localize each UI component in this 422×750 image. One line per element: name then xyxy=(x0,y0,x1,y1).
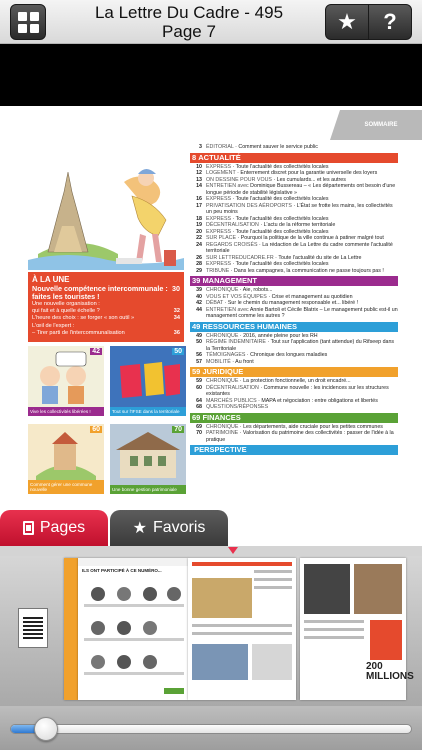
toc-row[interactable]: 59 CHRONIQUE · La protection fonctionnelle, un droit encadré... xyxy=(196,378,351,384)
toc-row[interactable]: 56 TÉMOIGNAGES · Chronique des longues maladies xyxy=(196,352,328,358)
toc-row[interactable]: 42 DÉBAT · Sur le chemin du management responsable et... libéré ! xyxy=(196,300,359,306)
toc-row[interactable]: 70 PATRIMOINE · Valorisation du patrimoine des collectivités : passer de l'idée à la pratique xyxy=(196,430,394,443)
une-line-1: Une nouvelle organisation : xyxy=(32,301,100,307)
page-thumbnail-spread-right[interactable] xyxy=(188,558,296,700)
toc-row[interactable]: 17 PRIVATISATION DES AÉROPORTS · L'État se frotte les mains, les collectivités un peu moins xyxy=(196,202,393,215)
a-la-une-subtitle: Nouvelle compétence intercommunale : faites les touristes ! xyxy=(32,284,168,301)
thumb-page-number: 42 xyxy=(92,348,100,355)
toc-row[interactable]: 40 VOUS ET VOS ÉQUIPES · Crise et management au quotidien xyxy=(196,293,353,300)
thumb-rh[interactable] xyxy=(110,346,186,416)
thumb-juridique[interactable] xyxy=(28,424,104,494)
page-thumbnail-spread-right-image xyxy=(188,558,296,700)
thumb-finances-illustration xyxy=(110,424,186,494)
current-page-marker xyxy=(228,547,238,554)
grid-icon xyxy=(18,12,39,33)
page-slider-knob[interactable] xyxy=(34,717,58,741)
une-line-3: L'heure des choix : se forger « son outil » xyxy=(32,315,135,322)
toc-row[interactable]: 29 TRIBUNE · Dans les campagnes, la communication ne passe toujours pas ! xyxy=(196,267,384,274)
thumb-management[interactable] xyxy=(28,346,104,416)
thumb-caption: Vive les collectivités libérées ! xyxy=(28,407,104,416)
toc-row[interactable]: 49 CHRONIQUE · 2016, année pleine pour les RH xyxy=(196,332,318,339)
section-juridique[interactable]: 59 JURIDIQUE xyxy=(190,367,398,377)
une-line-4: L'œil de l'expert : xyxy=(32,322,75,329)
help-label: ? xyxy=(383,9,397,34)
page-margin xyxy=(0,44,422,106)
page-thumbnail-prev[interactable] xyxy=(64,558,78,700)
thumbnail-caption: ILS ONT PARTICIPÉ À CE NUMÉRO... xyxy=(82,568,162,573)
toc-row[interactable]: 39 CHRONIQUE · Aie, robots... xyxy=(196,287,273,293)
section-actualite[interactable]: 8 ACTUALITÉ xyxy=(190,153,398,163)
toc-row[interactable]: 57 MOBILITÉ · Au front xyxy=(196,358,254,365)
thumb-caption: Une bonne gestion patrimoniale xyxy=(110,485,186,494)
toc-row[interactable]: 24 REGARDS CROISÉS · La rédaction de La Lettre du cadre commente l'actualité territoriale xyxy=(196,241,393,254)
toc-row[interactable]: 68 QUESTIONS/RÉPONSES xyxy=(196,404,269,410)
tray-divider xyxy=(0,546,422,556)
une-line-2: qui fait et à quelle échelle ? xyxy=(32,308,100,315)
thumb-caption: Tout sur l'IFSE dans la territoriale xyxy=(110,407,186,416)
toc-row[interactable]: 28 EXPRESS · Toute l'actualité des collectivités locales xyxy=(196,261,329,267)
toc-row[interactable]: 22 SUR PLACE · Pourquoi la politique de la ville continue à patiner malgré tout xyxy=(196,235,384,241)
toc-row[interactable]: 16 EXPRESS · Toute l'actualité des collectivités locales xyxy=(196,196,329,202)
panel-tabs xyxy=(0,510,422,546)
toc-row[interactable]: 3 ÉDITORIAL · Comment sauver le service public xyxy=(199,144,318,150)
a-la-une-subtitle-page: 30 xyxy=(172,284,180,293)
a-la-une-heading: À LA UNE xyxy=(32,275,70,284)
thumb-page-number: 70 xyxy=(174,426,182,433)
page-slider-track[interactable] xyxy=(10,724,412,734)
page-thumbnail-spread-left-image xyxy=(78,558,188,700)
toc-row[interactable]: 18 EXPRESS · Toute l'actualité des collectivités locales xyxy=(196,215,329,222)
section-perspective[interactable]: PERSPECTIVE xyxy=(190,445,398,455)
thumb-caption: Comment gérer une commune nouvelle xyxy=(28,480,104,494)
star-icon: ★ xyxy=(132,520,147,537)
toc-row[interactable]: 50 RÉGIME INDEMNITAIRE · Tout sur l'application (tant attendue) du Rifseep dans la Territoriale xyxy=(196,339,395,352)
page-thumbnail-next[interactable] xyxy=(300,558,414,700)
toc-row[interactable]: 14 ENTRETIEN avec Dominique Bussereau – « Les départements ont besoin d'une longue période de stabilité législative » xyxy=(196,183,396,196)
help-button[interactable] xyxy=(368,4,412,40)
toc-row[interactable]: 19 DÉCENTRALISATION · L'actu de la réforme territoriale xyxy=(196,222,336,228)
page-list-button[interactable] xyxy=(18,608,48,648)
tab-pages[interactable] xyxy=(0,510,108,546)
star-icon: ★ xyxy=(337,9,357,34)
magazine-page[interactable] xyxy=(0,106,422,546)
sommaire-label: SOMMAIRE xyxy=(364,122,398,128)
title-magazine: La Lettre Du Cadre - 495 xyxy=(94,3,284,22)
section-ressources-humaines[interactable]: 49 RESSOURCES HUMAINES xyxy=(190,322,398,332)
page-thumbnail-spread-left[interactable] xyxy=(78,558,188,700)
thumb-management-illustration xyxy=(28,346,104,416)
thumb-page-number: 50 xyxy=(174,348,182,355)
menu-button[interactable] xyxy=(10,4,46,40)
toc-row[interactable]: 13 ON DESSINE POUR VOUS · Les cumulards... et les autres xyxy=(196,176,346,183)
top-bar xyxy=(0,0,422,44)
toc-row[interactable]: 64 MARCHÉS PUBLICS · MAPA et négociation : entre obligations et libertés xyxy=(196,397,378,404)
section-management[interactable]: 39 MANAGEMENT xyxy=(190,276,398,286)
tab-favoris-label: Favoris xyxy=(152,519,206,536)
page-icon xyxy=(23,521,34,535)
tab-favoris[interactable] xyxy=(110,510,228,546)
une-line-5: – Tirer parti de l'intercommunalisation xyxy=(32,329,125,336)
section-finances[interactable]: 69 FINANCES xyxy=(190,413,398,423)
page-title xyxy=(60,3,318,41)
thumb-page-number: 60 xyxy=(92,426,100,433)
toc-row[interactable]: 10 EXPRESS · Toute l'actualité des collectivités locales xyxy=(196,163,329,170)
sommaire-tab xyxy=(340,110,422,140)
toc-row[interactable]: 60 DÉCENTRALISATION · Commune nouvelle : les incidences sur les structures existantes xyxy=(196,384,389,397)
cover-illustration xyxy=(28,162,184,270)
table-of-contents xyxy=(190,144,398,456)
toc-row[interactable]: 69 CHRONIQUE · Les départements, aide cruciale pour les petites communes xyxy=(196,423,383,430)
page-slider-area xyxy=(0,706,422,750)
toc-row[interactable]: 26 SUR LETTREDUCADRE.FR · Toute l'actualité du site de La Lettre xyxy=(196,254,362,261)
favorite-button[interactable] xyxy=(325,4,369,40)
thumbnail-big-number: 200 MILLIONS xyxy=(366,661,414,682)
title-page-number: Page 7 xyxy=(162,22,216,41)
toc-row[interactable]: 20 EXPRESS · Toute l'actualité des collectivités locales xyxy=(196,228,329,235)
thumb-rh-illustration xyxy=(110,346,186,416)
thumb-finances[interactable] xyxy=(110,424,186,494)
toc-row[interactable]: 44 ENTRETIEN avec Annie Bartoli et Cécile Blatrix – Le management public est-il un management comme les autres ? xyxy=(196,306,398,319)
toc-row[interactable]: 12 LOGEMENT · Enterrement discret pour la garantie universelle des loyers xyxy=(196,170,378,176)
a-la-une-box[interactable]: À LA UNE Nouvelle compétence intercommunale : faites les touristes ! 30 Une nouvelle organisation : qui fait et à quelle échelle ? 32 L'heure des choix : se forger « son outil » 34 L'œil de l'expert : – Tirer parti de l'intercommunalisation 36 xyxy=(28,272,184,342)
tab-pages-label: Pages xyxy=(39,519,86,536)
